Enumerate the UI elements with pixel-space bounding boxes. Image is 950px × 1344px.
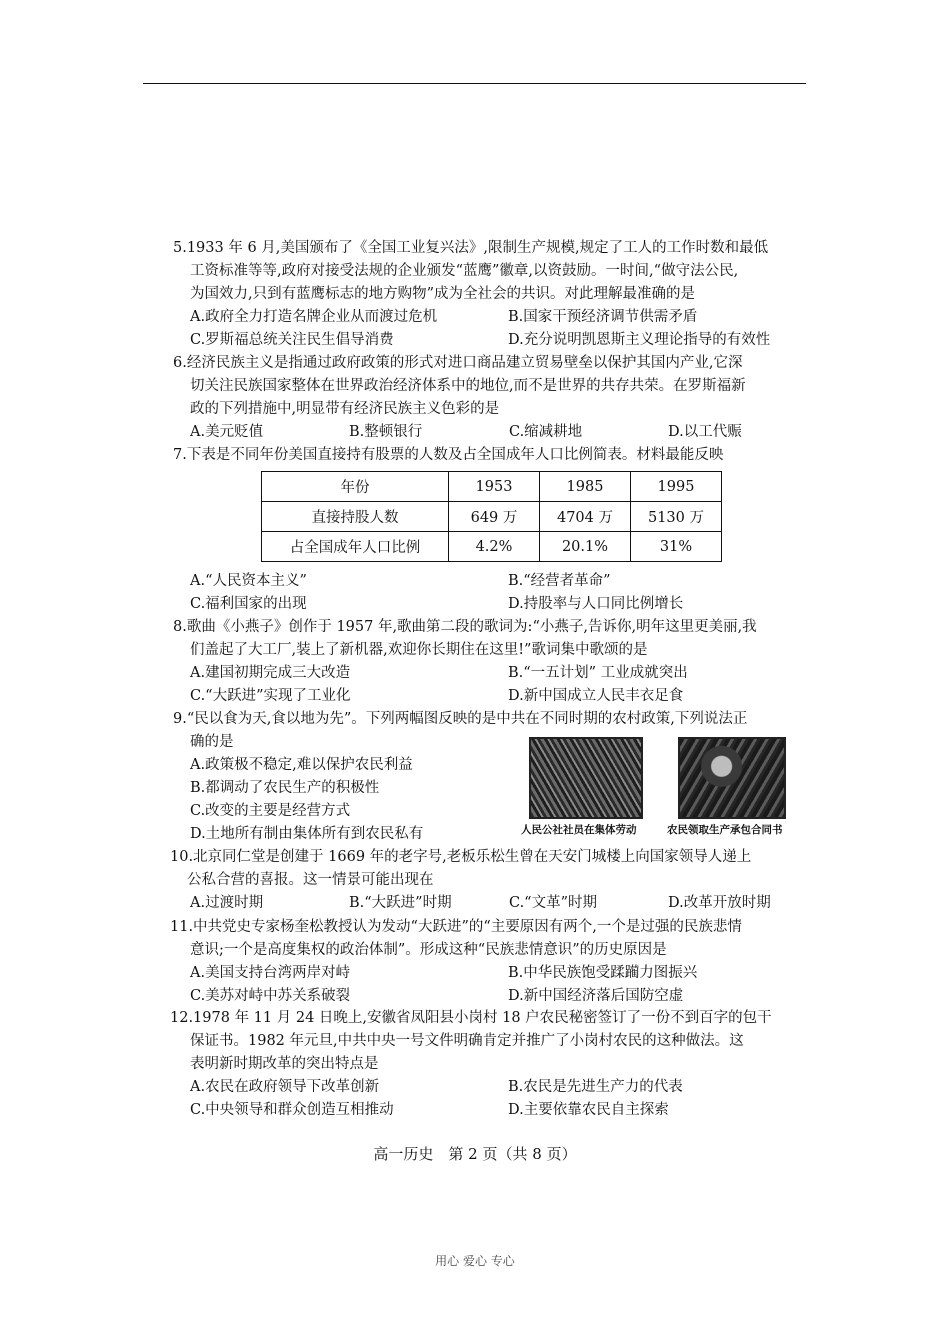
q8-option-b: B.“一五计划” 工业成就突出 — [508, 665, 688, 681]
q7-option-d: D.持股率与人口同比例增长 — [508, 596, 684, 612]
q8-stem-line: 们盖起了大工厂,装上了新机器,欢迎你长期住在这里!”歌词集中歌颂的是 — [190, 642, 648, 658]
q10-stem-line: 10.北京同仁堂是创建于 1669 年的老字号,老板乐松生曾在天安门城楼上向国家领导人递上 — [170, 849, 752, 865]
q8-option-a: A.建国初期完成三大改造 — [190, 665, 351, 681]
q11-option-b: B.中华民族饱受蹂躏力图振兴 — [508, 965, 698, 981]
q8-option-d: D.新中国成立人民丰衣足食 — [508, 688, 684, 704]
q12-stem-line: 表明新时期改革的突出特点是 — [190, 1056, 379, 1072]
q6-option-d: D.以工代赈 — [668, 424, 742, 440]
contract-photo — [678, 737, 786, 819]
q7-stem-line: 7.下表是不同年份美国直接持有股票的人数及占全国成年人口比例简表。材料最能反映 — [173, 447, 724, 463]
q7-option-b: B.“经营者革命” — [508, 573, 611, 589]
q12-stem-line: 12.1978 年 11 月 24 日晚上,安徽省凤阳县小岗村 18 户农民秘密签订了一份不到百字的包干 — [170, 1010, 772, 1026]
q10-stem-line: 公私合营的喜报。这一情景可能出现在 — [187, 872, 434, 888]
q12-option-c: C.中央领导和群众创造互相推动 — [190, 1102, 394, 1118]
q6-stem-line: 6.经济民族主义是指通过政府政策的形式对进口商品建立贸易壁垒以保护其国内产业,它深 — [173, 355, 743, 371]
q12-option-d: D.主要依靠农民自主探索 — [508, 1102, 669, 1118]
q6-stem-line: 政的下列措施中,明显带有经济民族主义色彩的是 — [190, 401, 500, 417]
table-row — [262, 472, 722, 502]
question-11 — [170, 916, 810, 1008]
q6-stem-line: 切关注民族国家整体在世界政治经济体系中的地位,而不是世界的共存共荣。在罗斯福新 — [190, 378, 746, 394]
table-cell: 5130 万 — [631, 502, 722, 532]
q5-option-b: B.国家干预经济调节供需矛盾 — [508, 309, 698, 325]
q10-option-a: A.过渡时期 — [190, 895, 264, 911]
question-7 — [173, 444, 813, 467]
q6-option-c: C.缩减耕地 — [509, 424, 583, 440]
table-cell: 649 万 — [449, 502, 540, 532]
table-cell: 31% — [631, 532, 722, 562]
q5-option-d: D.充分说明凯恩斯主义理论指导的有效性 — [508, 332, 771, 348]
q10-option-d: D.改革开放时期 — [668, 895, 771, 911]
q9-option-b: B.都调动了农民生产的积极性 — [190, 780, 380, 796]
table-cell: 4704 万 — [540, 502, 631, 532]
q11-option-c: C.美苏对峙中苏关系破裂 — [190, 988, 351, 1004]
q10-option-b: B.“大跃进”时期 — [349, 895, 452, 911]
q6-option-b: B.整顿银行 — [349, 424, 423, 440]
photo-caption: 农民领取生产承包合同书 — [667, 824, 783, 836]
commune-labor-photo — [529, 737, 643, 819]
question-8 — [173, 616, 813, 708]
table-cell: 1995 — [631, 472, 722, 502]
q5-stem-line: 工资标准等等,政府对接受法规的企业颁发“蓝鹰”徽章,以资鼓励。一时间,“做守法公民, — [190, 263, 739, 279]
q12-option-a: A.农民在政府领导下改革创新 — [190, 1079, 380, 1095]
stock-table — [261, 471, 722, 562]
q9-option-a: A.政策极不稳定,难以保护农民利益 — [190, 757, 413, 773]
q9-stem-line: 9.“民以食为天,食以地为先”。下列两幅图反映的是中共在不同时期的农村政策,下列说法正 — [173, 711, 748, 727]
q9-stem-line: 确的是 — [190, 734, 234, 750]
table-cell: 年份 — [262, 472, 449, 502]
q11-option-a: A.美国支持台湾两岸对峙 — [190, 965, 351, 981]
q10-option-c: C.“文革”时期 — [509, 895, 598, 911]
table-cell: 1985 — [540, 472, 631, 502]
photo-caption: 人民公社社员在集体劳动 — [521, 824, 637, 836]
table-cell: 1953 — [449, 472, 540, 502]
q7-option-a: A.“人民资本主义” — [190, 573, 307, 589]
q9-option-c: C.改变的主要是经营方式 — [190, 803, 351, 819]
page-footer: 高一历史 第 2 页（共 8 页） — [373, 1145, 577, 1163]
table-cell: 直接持股人数 — [262, 502, 449, 532]
q11-stem-line: 11.中共党史专家杨奎松教授认为发动“大跃进”的“主要原因有两个,一个是过强的民族悲情 — [170, 919, 742, 935]
q5-stem-line: 5.1933 年 6 月,美国颁布了《全国工业复兴法》,限制生产规模,规定了工人的工作时数和最低 — [173, 240, 769, 256]
question-10 — [170, 846, 810, 915]
watermark-text: 用心 爱心 专心 — [435, 1254, 515, 1268]
q5-option-a: A.政府全力打造名牌企业从而渡过危机 — [190, 309, 438, 325]
q12-stem-line: 保证书。1982 年元旦,中共中央一号文件明确肯定并推广了小岗村农民的这种做法。这 — [190, 1033, 744, 1049]
table-cell: 4.2% — [449, 532, 540, 562]
q9-option-d: D.土地所有制由集体所有到农民私有 — [190, 826, 424, 842]
q5-option-c: C.罗斯福总统关注民生倡导消费 — [190, 332, 394, 348]
q11-option-d: D.新中国经济落后国防空虚 — [508, 988, 684, 1004]
top-rule — [143, 83, 806, 84]
question-7-options — [173, 570, 813, 616]
table-row — [262, 502, 722, 532]
q5-stem-line: 为国效力,只到有蓝鹰标志的地方购物”成为全社会的共识。对此理解最准确的是 — [190, 286, 696, 302]
table-cell: 20.1% — [540, 532, 631, 562]
table-cell: 占全国成年人口比例 — [262, 532, 449, 562]
q7-option-c: C.福利国家的出现 — [190, 596, 307, 612]
question-5 — [173, 237, 813, 352]
q8-option-c: C.“大跃进”实现了工业化 — [190, 688, 351, 704]
q11-stem-line: 意识;一个是高度集权的政治体制”。形成这种“民族悲情意识”的历史原因是 — [190, 942, 667, 958]
q12-option-b: B.农民是先进生产力的代表 — [508, 1079, 683, 1095]
table-row — [262, 532, 722, 562]
q6-option-a: A.美元贬值 — [190, 424, 264, 440]
q8-stem-line: 8.歌曲《小燕子》创作于 1957 年,歌曲第二段的歌词为:“小燕子,告诉你,明年这里更美丽,我 — [173, 619, 757, 635]
question-12 — [170, 1007, 810, 1122]
question-6 — [173, 352, 813, 444]
